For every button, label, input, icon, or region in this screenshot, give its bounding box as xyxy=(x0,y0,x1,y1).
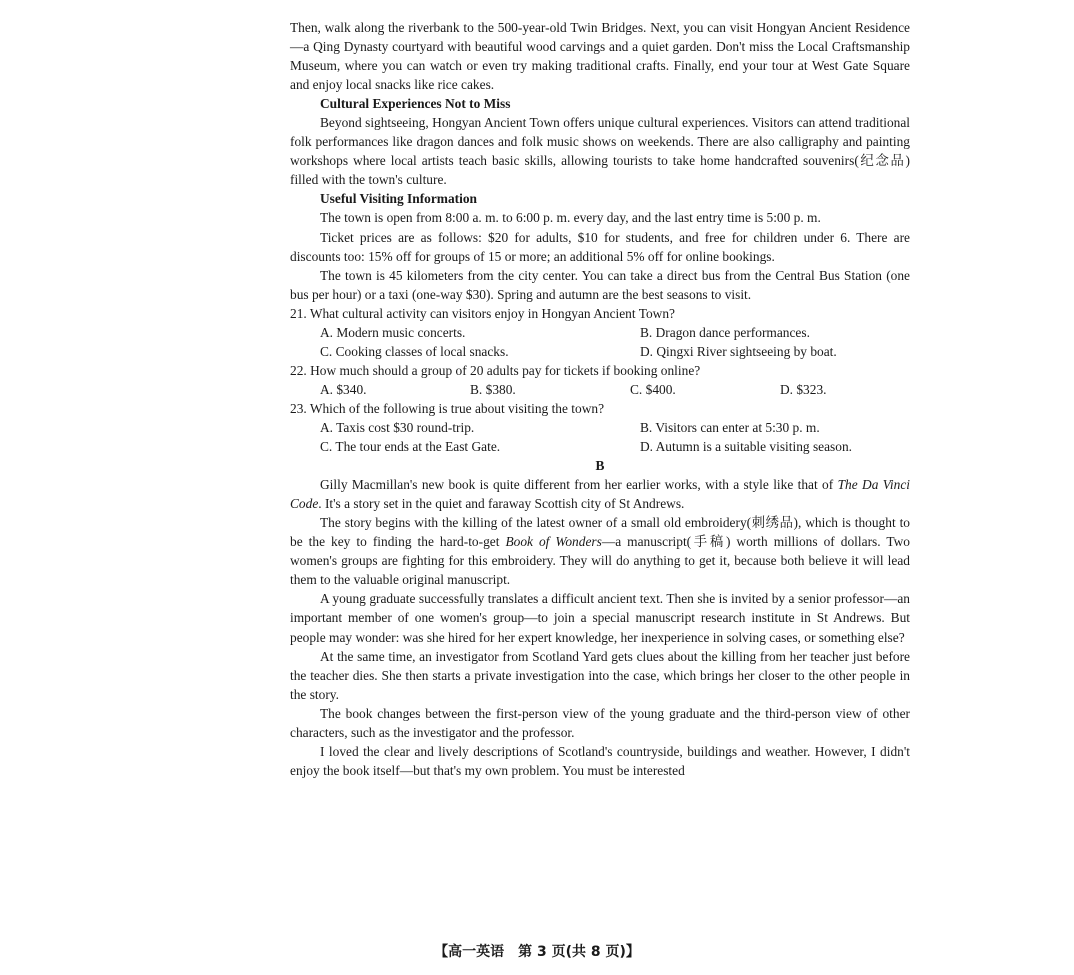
question-21-stem: 21. What cultural activity can visitors enjoy in Hongyan Ancient Town? xyxy=(290,305,675,321)
paragraph-opening-hours: The town is open from 8:00 a. m. to 6:00 p. m. every day, and the last entry time is 5:00 p. m. xyxy=(320,210,821,226)
question-22-option-b[interactable]: B. $380. xyxy=(470,381,516,397)
question-21-option-b[interactable]: B. Dragon dance performances. xyxy=(640,324,810,340)
page-content xyxy=(290,18,910,780)
question-22-option-c[interactable]: C. $400. xyxy=(630,381,676,397)
question-21-option-d[interactable]: D. Qingxi River sightseeing by boat. xyxy=(640,343,837,359)
heading-visiting-information: Useful Visiting Information xyxy=(320,191,477,207)
question-21-option-a[interactable]: A. Modern music concerts. xyxy=(320,324,466,340)
question-23-option-c[interactable]: C. The tour ends at the East Gate. xyxy=(320,439,501,455)
paragraph-b-investigator: At the same time, an investigator from Scotland Yard gets clues about the killing from her teacher just before the teacher dies. She then starts a private investigation into the case, which brings her closer to the other people in the story. xyxy=(290,648,910,702)
paragraph-b-graduate: A young graduate successfully translates a difficult ancient text. Then she is invited by a senior professor—an important member of one women's group—to join a special manuscript research institute in St Andrews. But people may wonder: was she hired for her expert knowledge, her inexperience in solving cases, or something else? xyxy=(290,591,910,645)
question-22-option-a[interactable]: A. $340. xyxy=(320,381,367,397)
paragraph-b-story-part2: —a manuscript(手稿) worth millions of dollars. Two women's groups are fighting for this embroidery. They will do anything to get it, because both believe it will lead them to the valuable original manuscript. xyxy=(290,534,910,588)
book-title-book-of-wonders: Book of Wonders xyxy=(505,534,602,550)
paragraph-b-story-begins xyxy=(290,513,910,589)
question-21-options xyxy=(290,323,910,361)
question-22-stem: 22. How much should a group of 20 adults pay for tickets if booking online? xyxy=(290,362,701,378)
heading-cultural-experiences: Cultural Experiences Not to Miss xyxy=(320,96,511,112)
paragraph-b-story-part1: The story begins with the killing of the latest owner of a small old embroidery(刺绣品), which is thought to be the key to finding the hard-to-get xyxy=(290,515,910,550)
section-b-heading: B xyxy=(595,458,605,474)
paragraph-ticket-prices: Ticket prices are as follows: $20 for adults, $10 for students, and free for children under 6. There are discounts too: 15% off for groups of 15 or more; an additional 5% off for online bookings. xyxy=(290,229,910,264)
question-23-option-b[interactable]: B. Visitors can enter at 5:30 p. m. xyxy=(640,419,820,435)
paragraph-b-intro-part2: . It's a story set in the quiet and faraway Scottish city of St Andrews. xyxy=(318,496,685,512)
question-21-option-c[interactable]: C. Cooking classes of local snacks. xyxy=(320,343,509,359)
paragraph-transport: The town is 45 kilometers from the city center. You can take a direct bus from the Central Bus Station (one bus per hour) or a taxi (one-way $30). Spring and autumn are the best seasons to visit. xyxy=(290,267,910,302)
paragraph-b-intro xyxy=(290,475,910,513)
paragraph-b-review: I loved the clear and lively descriptions of Scotland's countryside, buildings and weather. However, I didn't enjoy the book itself—but that's my own problem. You must be interested xyxy=(290,743,910,778)
book-title-da-vinci-code: The Da Vinci Code xyxy=(290,477,911,512)
question-23-option-a[interactable]: A. Taxis cost $30 round-trip. xyxy=(320,419,475,435)
paragraph-b-intro-part1: Gilly Macmillan's new book is quite different from her earlier works, with a style like that of xyxy=(320,477,838,493)
page-footer: 【高一英语 第 3 页(共 8 页)】 xyxy=(434,944,640,960)
question-22-option-d[interactable]: D. $323. xyxy=(780,381,827,397)
paragraph-b-viewpoints: The book changes between the first-person view of the young graduate and the third-person view of other characters, such as the investigator and the professor. xyxy=(290,705,910,740)
question-22-options xyxy=(290,380,910,399)
paragraph-cultural-experiences: Beyond sightseeing, Hongyan Ancient Town offers unique cultural experiences. Visitors can attend traditional folk performances like dragon dances and folk music shows on weekends. There are also calligraphy and painting workshops where local artists teach basic skills, allowing tourists to take home handcrafted souvenirs(纪念品) filled with the town's culture. xyxy=(290,115,910,188)
question-23-stem: 23. Which of the following is true about visiting the town? xyxy=(290,400,605,416)
question-23-option-d[interactable]: D. Autumn is a suitable visiting season. xyxy=(640,439,853,455)
question-23-options xyxy=(290,418,910,456)
paragraph-tour-route: Then, walk along the riverbank to the 500-year-old Twin Bridges. Next, you can visit Hongyan Ancient Residence—a Qing Dynasty courtyard with beautiful wood carvings and a quiet garden. Don't miss the Local Craftsmanship Museum, where you can watch or even try making traditional crafts. Finally, end your tour at West Gate Square and enjoy local snacks like rice cakes. xyxy=(290,20,910,93)
